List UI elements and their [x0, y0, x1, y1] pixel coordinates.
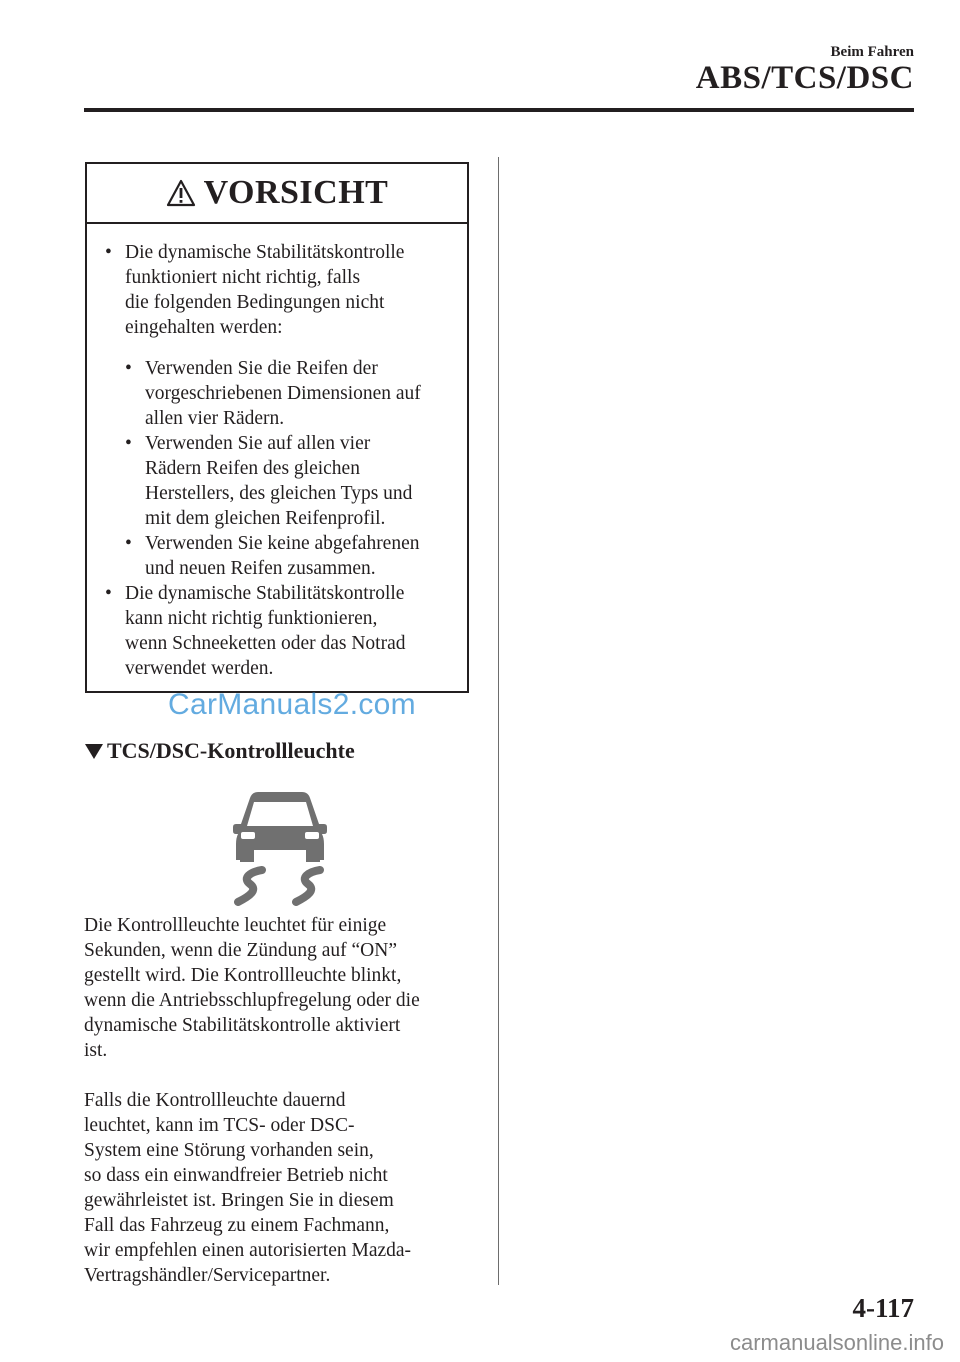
text-line: Verwenden Sie keine abgefahrenen — [145, 533, 420, 554]
section-heading — [84, 738, 355, 764]
text-line: so dass ein einwandfreier Betrieb nicht — [84, 1165, 388, 1186]
spacer — [105, 340, 459, 356]
text-line: Die dynamische Stabilitätskontrolle — [125, 583, 405, 604]
text-line: vorgeschriebenen Dimensionen auf — [145, 383, 421, 404]
text-line: eingehalten werden: — [125, 317, 283, 338]
text-line: Vertragshändler/Servicepartner. — [84, 1265, 331, 1286]
text-line: gestellt wird. Die Kontrollleuchte blinkt, — [84, 965, 402, 986]
text-line: die folgenden Bedingungen nicht — [125, 292, 385, 313]
tcs-dsc-indicator-icon — [228, 790, 332, 906]
page-title: ABS/TCS/DSC — [695, 60, 914, 96]
text-line: gewährleistet ist. Bringen Sie in diesem — [84, 1190, 394, 1211]
footer-site: carmanualsonline.info — [729, 1330, 944, 1355]
text-line: ist. — [84, 1040, 108, 1061]
caution-subitems — [105, 356, 459, 581]
bullet-marker: • — [105, 583, 112, 604]
text-line: wir empfehlen einen autorisierten Mazda- — [84, 1240, 412, 1261]
caution-subitem-mixed-tires — [125, 531, 459, 581]
text-line: System eine Störung vorhanden sein, — [84, 1140, 374, 1161]
text-line: mit dem gleichen Reifenprofil. — [145, 508, 386, 529]
text-line: verwendet werden. — [125, 658, 274, 679]
text-line: wenn Schneeketten oder das Notrad — [125, 633, 406, 654]
caution-header — [87, 164, 467, 224]
caution-item-tire-conditions — [105, 240, 459, 340]
down-triangle-icon — [84, 742, 104, 760]
text-line: Verwenden Sie die Reifen der — [145, 358, 378, 379]
caution-item-snow-chains — [105, 581, 459, 681]
text-line: Fall das Fahrzeug zu einem Fachmann, — [84, 1215, 390, 1236]
caution-box — [85, 162, 469, 693]
text-line: Sekunden, wenn die Zündung auf “ON” — [84, 940, 397, 961]
paragraph-malfunction — [84, 1088, 484, 1288]
section-heading-text: TCS/DSC-Kontrollleuchte — [107, 738, 355, 763]
section-header: Beim Fahren — [830, 44, 914, 60]
caution-subitem-tire-size — [125, 356, 459, 431]
text-line: Verwenden Sie auf allen vier — [145, 433, 371, 454]
text-line: allen vier Rädern. — [145, 408, 285, 429]
warning-triangle-icon — [166, 179, 196, 207]
text-line: wenn die Antriebsschlupfregelung oder die — [84, 990, 420, 1011]
paragraph-indicator-behavior — [84, 913, 484, 1063]
text-line: dynamische Stabilitätskontrolle aktiviert — [84, 1015, 401, 1036]
bullet-marker: • — [105, 242, 112, 263]
header-rule — [84, 108, 914, 112]
text-line: Rädern Reifen des gleichen — [145, 458, 360, 479]
bullet-marker: • — [125, 533, 132, 554]
text-line: funktioniert nicht richtig, falls — [125, 267, 361, 288]
caution-subitem-same-tires — [125, 431, 459, 531]
text-line: und neuen Reifen zusammen. — [145, 558, 376, 579]
text-line: Die Kontrollleuchte leuchtet für einige — [84, 915, 387, 936]
text-line: Herstellers, des gleichen Typs und — [145, 483, 413, 504]
column-divider — [498, 157, 499, 1285]
text-line: Falls die Kontrollleuchte dauernd — [84, 1090, 346, 1111]
bullet-marker: • — [125, 433, 132, 454]
caution-title: VORSICHT — [203, 174, 389, 211]
watermark: CarManuals2.com — [168, 688, 416, 721]
text-line: kann nicht richtig funktionieren, — [125, 608, 378, 629]
text-line: leuchtet, kann im TCS- oder DSC- — [84, 1115, 355, 1136]
page-number: 4-117 — [852, 1293, 914, 1323]
caution-body — [87, 224, 467, 681]
text-line: Die dynamische Stabilitätskontrolle — [125, 242, 405, 263]
bullet-marker: • — [125, 358, 132, 379]
